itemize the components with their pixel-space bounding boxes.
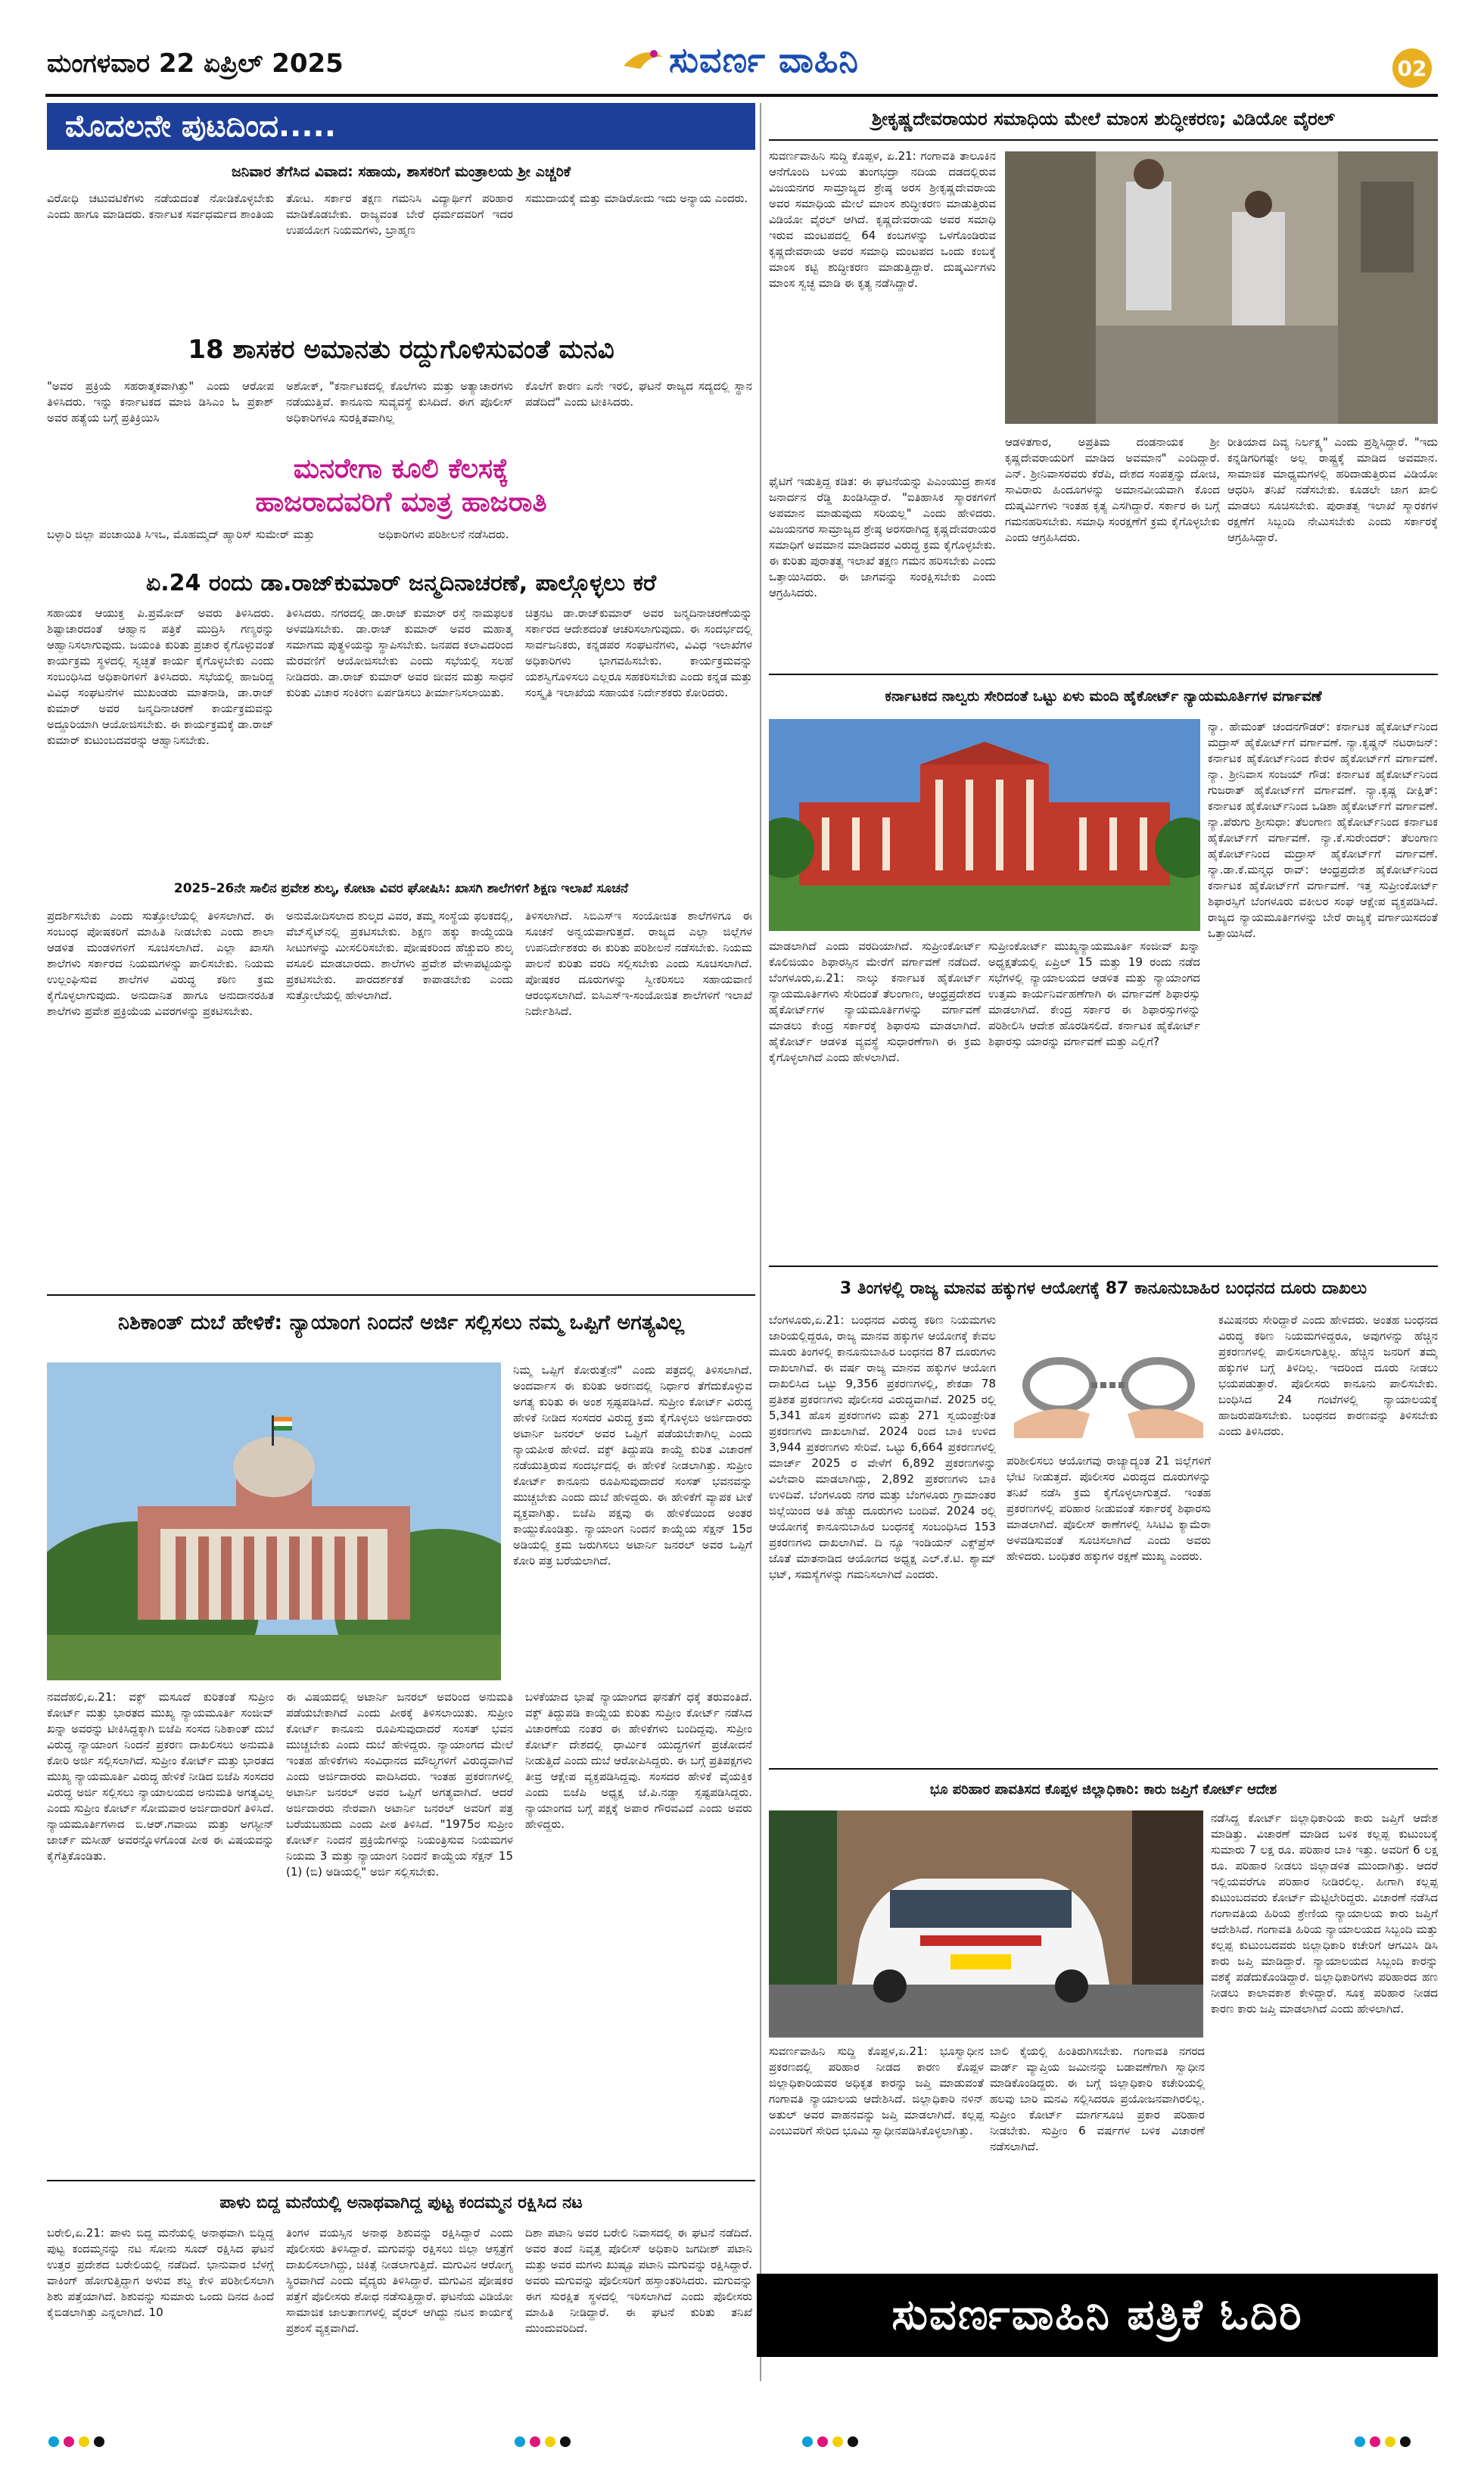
story2-col2: ಅಶೋಕ್, "ಕರ್ನಾಟಕದಲ್ಲಿ ಕೊಲೆಗಳು ಮತ್ತು ಅತ್ಯಾಚಾರಗಳು ನಡೆಯುತ್ತಿವೆ. ಕಾನೂನು ಸುವ್ಯವಸ್ಥೆ ಕುಸಿದಿದೆ. ಈಗ ಪೊಲೀಸ್ ಅಧಿಕಾರಿಗಳೂ ಸುರಕ್ಷಿತವಾಗಿಲ್ಲ bbox=[286, 379, 513, 425]
story11-right-col: ನಡೆಸಿದ್ದ ಕೋರ್ಟ್ ಜಿಲ್ಲಾಧಿಕಾರಿಯ ಕಾರು ಜಪ್ತಿಗೆ ಆದೇಶ ಮಾಡಿತ್ತು. ವಿಚಾರಣೆ ಮಾಡಿದ ಬಳಿಕ ಕಲ್ಲಪ್ಪ ಕುಟುಂಬಕ್ಕೆ ಸುಮಾರು 7 ಲಕ್ಷ ರೂ. ಪರಿಹಾರ ಬಾಕಿ ಇತ್ತು. ಅವರಿಗೆ 6 ಲಕ್ಷ ರೂ. ಪರಿಹಾರ ನೀಡಲು ಜಿಲ್ಲಾಡಳಿತ ಮುಂದಾಗಿತ್ತು. ಆದರೆ ಇಲ್ಲಿಯವರೆಗೂ ಪರಿಹಾರ ನೀಡಿರಲಿಲ್ಲ. ಹೀಗಾಗಿ ಕಲ್ಲಪ್ಪ ಕುಟುಂಬದವರು ಕೋರ್ಟ್ ಮೆಟ್ಟಿಲೇರಿದ್ದರು. ವಿಚಾರಣೆ ನಡೆಸಿದ ಗಂಗಾವತಿಯ ಹಿರಿಯ ಶ್ರೇಣಿಯ ನ್ಯಾಯಾಲಯ ಕಾರು ಜಪ್ತಿಗೆ ಆದೇಶಿಸಿದೆ. ಗಂಗಾವತಿ ಹಿರಿಯ ನ್ಯಾಯಾಲಯದ ಸಿಬ್ಬಂದಿ ಮತ್ತು ಕಲ್ಲಪ್ಪ ಕುಟುಂಬದವರು ಜಿಲ್ಲಾಧಿಕಾರಿ ಕಚೇರಿಗೆ ಆಗಮಿಸಿ ಡಿಸಿ ಕಾರು ಜಪ್ತಿ ಮಾಡಿದ್ದಾರೆ. ನ್ಯಾಯಾಲಯದ ಸಿಬ್ಬಂದಿ ಕಾರನ್ನು ವಶಕ್ಕೆ ಪಡೆದುಕೊಂಡಿದ್ದಾರೆ. ಜಿಲ್ಲಾಧಿಕಾರಿಗಳು ಪರಿಹಾರದ ಹಣ ನೀಡಲು ಕಾಲಾವಕಾಶ ಕೇಳಿದ್ದಾರೆ. ಸೂಕ್ತ ಪರಿಹಾರ ನೀಡದ ಕಾರಣ ಕಾರು ಜಪ್ತಿ ಮಾಡಲಾಗಿದೆ ಎಂದು ಹೇಳಲಾಗಿದೆ. bbox=[1211, 1811, 1438, 2016]
story9-headline: ಕರ್ನಾಟಕದ ನಾಲ್ವರು ಸೇರಿದಂತೆ ಒಟ್ಟು ಏಳು ಮಂದಿ ಹೈಕೋರ್ಟ್ ನ್ಯಾಯಮೂರ್ತಿಗಳ ವರ್ಗಾವಣೆ bbox=[885, 688, 1322, 705]
story1-col2: ತೋಟ. ಸರ್ಕಾರ ತಕ್ಷಣ ಗಮನಿಸಿ ವಿದ್ಯಾರ್ಥಿಗೆ ಪರಿಹಾರ ಮಾಡಿಕೊಡಬೇಕು. ರಾಜ್ಯವಂತ ಬೇರೆ ಧರ್ಮದವರಿಗೆ ಇದರ ಉಪಯೋಗ ನಿಯಮಗಳು, ಬ್ರಾಹ್ಮಣ bbox=[286, 191, 513, 237]
story1-col3: ಸಮುದಾಯಕ್ಕೆ ಮತ್ತು ಮಾಡಿರೋದು ಇದು ಅನ್ಯಾಯ ಎಂದರು. bbox=[525, 191, 748, 205]
story5-col3: ತಿಳಿಸಲಾಗಿದೆ. ಸಿಬಿಎಸ್‌ಇ ಸಂಯೋಜಿತ ಶಾಲೆಗಳಿಗೂ ಈ ಸೂಚನೆ ಅನ್ವಯವಾಗುತ್ತದೆ. ರಾಜ್ಯದ ಎಲ್ಲಾ ಜಿಲ್ಲೆಗಳ ಉಪನಿರ್ದೇಶಕರು ಈ ಕುರಿತು ಪರಿಶೀಲನೆ ನಡೆಸಬೇಕು. ನಿಯಮ ಪಾಲನೆ ಕುರಿತು ವರದಿ ಸಲ್ಲಿಸಬೇಕು ಎಂದು ಸೂಚಿಸಲಾಗಿದೆ. ಪೋಷಕರ ದೂರುಗಳನ್ನು ಸ್ವೀಕರಿಸಲು ಸಹಾಯವಾಣಿ ಆರಂಭಿಸಲಾಗಿದೆ. ಐಸಿಎಸ್‌ಇ-ಸಂಯೋಜಿತ ಶಾಲೆಗಳಿಗೆ ಇಲಾಖೆ ನಿರ್ದೇಶಿಸಿದೆ. bbox=[525, 909, 752, 1018]
story8-col3-lower: ಆಡಳಿತಗಾರ, ಅಪ್ರತಿಮ ದಂಡನಾಯಕ ಶ್ರೀ ಕೃಷ್ಣದೇವರಾಯರಿಗೆ ಮಾಡಿದ ಅವಮಾನ" ಎಂದಿದ್ದಾರೆ. ಎನ್. ಶ್ರೀನಿವಾಸರವರು ಕೆರೆಪಿ, ದೇಶದ ಸಂಪತ್ತನ್ನು ದೋಚಿ, ಸಾವಿರಾರು ಹಿಂದೂಗಳನ್ನು ಅಮಾನವೀಯವಾಗಿ ಕೊಂದ ದುಷ್ಕರ್ಮಿಗಳು ಇಂತಹ ಕೃತ್ಯ ಎಸಗಿದ್ದಾರೆ. ಸರ್ಕಾರ ಈ ಬಗ್ಗೆ ಗಮನಹರಿಸಬೇಕು. ಸಮಾಧಿ ಸಂರಕ್ಷಣೆಗೆ ಕ್ರಮ ಕೈಗೊಳ್ಳಬೇಕು ಎಂದು ಆಗ್ರಹಿಸಿದರು. bbox=[1005, 435, 1220, 544]
story4-col3: ಚಿತ್ರನಟ ಡಾ.ರಾಜ್‌ಕುಮಾರ್ ಅವರ ಜನ್ಮದಿನಾಚರಣೆಯನ್ನು ಸರ್ಕಾರದ ಆದೇಶದಂತೆ ಆಚರಿಸಲಾಗುವುದು. ಈ ಸಂದರ್ಭದಲ್ಲಿ ಸಾರ್ವಜನಿಕರು, ಕನ್ನಡಪರ ಸಂಘಟನೆಗಳು, ವಿವಿಧ ಇಲಾಖೆಗಳ ಅಧಿಕಾರಿಗಳು ಭಾಗವಹಿಸಬೇಕು. ಕಾರ್ಯಕ್ರಮವನ್ನು ಯಶಸ್ವಿಗೊಳಿಸಲು ಎಲ್ಲರೂ ಸಹಕರಿಸಬೇಕು ಎಂದು ಕನ್ನಡ ಮತ್ತು ಸಂಸ್ಕೃತಿ ಇಲಾಖೆಯ ಸಹಾಯಕ ನಿರ್ದೇಶಕರು ಕೋರಿದರು. bbox=[525, 606, 752, 699]
story3-headline-line1: ಮನರೇಗಾ ಕೂಲಿ ಕೆಲಸಕ್ಕೆ bbox=[293, 453, 509, 484]
column-divider bbox=[760, 103, 761, 2381]
masthead-title: ಸುವರ್ಣ ವಾಹಿನಿ bbox=[669, 39, 859, 80]
story3-col1: ಬಳ್ಳಾರಿ ಜಿಲ್ಲಾ ಪಂಚಾಯಿತಿ ಸಿಇಒ, ಮೊಹಮ್ಮದ್ ಹ್ಯಾರಿಸ್ ಸುಮೇರ್ ಮತ್ತು bbox=[47, 528, 315, 541]
story10-col1: ಬೆಂಗಳೂರು,ಏ.21: ಬಂಧನದ ವಿರುದ್ಧ ಕಠಿಣ ನಿಯಮಗಳು ಜಾರಿಯಲ್ಲಿದ್ದರೂ, ರಾಜ್ಯ ಮಾನವ ಹಕ್ಕುಗಳ ಆಯೋಗಕ್ಕೆ ಕೇವಲ ಮೂರು ತಿಂಗಳಲ್ಲಿ ಕಾನೂನುಬಾಹಿರ ಬಂಧನದ 87 ದೂರುಗಳು ದಾಖಲಾಗಿವೆ. ಈ ವರ್ಷ ರಾಜ್ಯ ಮಾನವ ಹಕ್ಕುಗಳ ಆಯೋಗ ದಾಖಲಿಸಿದ ಒಟ್ಟು 9,356 ಪ್ರಕರಣಗಳಲ್ಲಿ, ಶೇಕಡಾ 78 ಪ್ರತಿಶತ ಪ್ರಕರಣಗಳು ಪೊಲೀಸರ ವಿರುದ್ಧವಾಗಿವೆ. 2025 ರಲ್ಲಿ 5,341 ಹೊಸ ಪ್ರಕರಣಗಳು ಮತ್ತು 271 ಸ್ವಯಂಪ್ರೇರಿತ ಪ್ರಕರಣಗಳು ದಾಖಲಾಗಿವೆ. 2024 ರಿಂದ ಬಾಕಿ ಉಳಿದ 3,944 ಪ್ರಕರಣಗಳು ಸೇರಿವೆ. ಒಟ್ಟು 6,664 ಪ್ರಕರಣಗಳಲ್ಲಿ ಮಾರ್ಚ್ 2025 ರ ವೇಳೆಗೆ 6,892 ಪ್ರಕರಣಗಳನ್ನು ವಿಲೇವಾರಿ ಮಾಡಲಾಗಿದ್ದು, 2,892 ಪ್ರಕರಣಗಳು ಬಾಕಿ ಉಳಿದಿವೆ. ಬೆಂಗಳೂರು ನಗರ ಮತ್ತು ಬೆಂಗಳೂರು ಗ್ರಾಮಾಂತರ ಜಿಲ್ಲೆಯಿಂದ ಅತಿ ಹೆಚ್ಚು ದೂರುಗಳು ಬಂದಿವೆ. 2024 ರಲ್ಲಿ ಆಯೋಗಕ್ಕೆ ಕಾನೂನುಬಾಹಿರ ಬಂಧನಕ್ಕೆ ಸಂಬಂಧಿಸಿದ 153 ಪ್ರಕರಣಗಳು ದಾಖಲಾಗಿವೆ. ದಿ ನ್ಯೂ ಇಂಡಿಯನ್ ಎಕ್ಸ್‌ಪ್ರೆಸ್ ಜೊತೆ ಮಾತನಾಡಿದ ಆಯೋಗದ ಅಧ್ಯಕ್ಷ ಎಲ್.ಕೆ.ಟಿ. ಶ್ಯಾಮ್ ಭಟ್, ಸಮಸ್ಯೆಗಳನ್ನು ಗಮನಿಸಲಾಗಿದೆ ಎಂದರು. bbox=[769, 1313, 996, 1581]
story6-col1: ನವದೆಹಲಿ,ಏ.21: ವಕ್ಫ್ ಮಸೂದೆ ಕುರಿತಂತೆ ಸುಪ್ರೀಂ ಕೋರ್ಟ್ ಮತ್ತು ಭಾರತದ ಮುಖ್ಯ ನ್ಯಾಯಮೂರ್ತಿ ಸಂಜೀವ್ ಖನ್ನಾ ಅವರನ್ನು ಟೀಕಿಸಿದ್ದಕ್ಕಾಗಿ ಬಿಜೆಪಿ ಸಂಸದ ನಿಶಿಕಾಂತ್ ದುಬೆ ವಿರುದ್ಧ ನ್ಯಾಯಾಂಗ ನಿಂದನೆ ಪ್ರಕರಣ ದಾಖಲಿಸಲು ಅನುಮತಿ ಕೋರಿ ಅರ್ಜಿ ಸಲ್ಲಿಸಲಾಗಿದೆ. ಸುಪ್ರೀಂ ಕೋರ್ಟ್ ಮತ್ತು ಭಾರತದ ಮುಖ್ಯ ನ್ಯಾಯಮೂರ್ತಿ ವಿರುದ್ಧ ಹೇಳಿಕೆ ನೀಡಿದ ಬಿಜೆಪಿ ಸಂಸದರ ವಿರುದ್ಧ ಅರ್ಜಿ ಸಲ್ಲಿಸಲು ನ್ಯಾಯಾಲಯದ ಅನುಮತಿ ಅಗತ್ಯವಿಲ್ಲ ಎಂದು ಸುಪ್ರೀಂ ಕೋರ್ಟ್ ಸೋಮವಾರ ಅರ್ಜಿದಾರರಿಗೆ ತಿಳಿಸಿದೆ. ನ್ಯಾಯಮೂರ್ತಿಗಳಾದ ಬಿ.ಆರ್.ಗವಾಯಿ ಮತ್ತು ಅಗಸ್ಟೀನ್ ಜಾರ್ಜ್ ಮಸೀಹ್ ಅವರನ್ನೊಳಗೊಂಡ ಪೀಠ ಈ ವಿಷಯವನ್ನು ಕೈಗೆತ್ತಿಕೊಂಡಿತು. bbox=[47, 1690, 274, 1863]
story5-col2: ಅನುಮೋದಿಸಲಾದ ಶುಲ್ಕದ ವಿವರ, ತಮ್ಮ ಸಂಸ್ಥೆಯ ಫಲಕದಲ್ಲಿ, ವೆಬ್‌ಸೈಟ್‌ನಲ್ಲಿ ಪ್ರಕಟಿಸಬೇಕು. ಶಿಕ್ಷಣ ಹಕ್ಕು ಕಾಯ್ದೆಯಡಿ ಸೀಟುಗಳನ್ನು ಮೀಸಲಿರಿಸಬೇಕು. ಪೋಷಕರಿಂದ ಹೆಚ್ಚುವರಿ ಶುಲ್ಕ ವಸೂಲಿ ಮಾಡಬಾರದು. ಶಾಲೆಗಳು ಪ್ರವೇಶ ವೇಳಾಪಟ್ಟಿಯನ್ನು ಪ್ರಕಟಿಸಬೇಕು. ಪಾರದರ್ಶಕತೆ ಕಾಪಾಡಬೇಕು ಎಂದು ಸುತ್ತೋಲೆಯಲ್ಲಿ ಹೇಳಲಾಗಿದೆ. bbox=[286, 909, 513, 1002]
story3-col2: ಅಧಿಕಾರಿಗಳು ಪರಿಶೀಲನೆ ನಡೆಸಿದರು. bbox=[378, 528, 509, 541]
story6-headline: ನಿಶಿಕಾಂತ್ ದುಬೆ ಹೇಳಿಕೆ: ನ್ಯಾಯಾಂಗ ನಿಂದನೆ ಅರ್ಜಿ ಸಲ್ಲಿಸಲು ನಮ್ಮ ಒಪ್ಪಿಗೆ ಅಗತ್ಯವಿಲ್ಲ bbox=[118, 1311, 684, 1334]
story8-headline: ಶ್ರೀಕೃಷ್ಣದೇವರಾಯರ ಸಮಾಧಿಯ ಮೇಲೆ ಮಾಂಸ ಶುದ್ಧೀಕರಣ; ವಿಡಿಯೋ ವೈರಲ್ bbox=[871, 108, 1336, 129]
section-banner: ಮೊದಲನೇ ಪುಟದಿಂದ..... bbox=[47, 103, 755, 150]
promo-banner: ಸುವರ್ಣವಾಹಿನಿ ಪತ್ರಿಕೆ ಓದಿರಿ bbox=[757, 2274, 1438, 2357]
story3-headline-line2: ಹಾಜರಾದವರಿಗೆ ಮಾತ್ರ ಹಾಜರಾತಿ bbox=[255, 487, 547, 518]
story6-top-rule bbox=[47, 1294, 755, 1296]
dc-car-photo bbox=[769, 1810, 1203, 2038]
story2-headline: 18 ಶಾಸಕರ ಅಮಾನತು ರದ್ದುಗೊಳಿಸುವಂತೆ ಮನವಿ bbox=[188, 335, 614, 365]
story1-col1: ವಿರೋಧಿ ಚಟುವಟಿಕೆಗಳು ನಡೆಯದಂತೆ ನೋಡಿಕೊಳ್ಳಬೇಕು ಎಂದು ಹಾಗೂ ಮಾಡಿದರು. ಕರ್ನಾಟಕ ಸರ್ವಧರ್ಮದ ಶಾಂತಿಯ bbox=[47, 191, 274, 221]
story1-kicker: ಜನಿವಾರ ತೆಗೆಸಿದ ವಿವಾದ: ಸಹಾಯ, ಶಾಸಕರಿಗೆ ಮಂತ್ರಾಲಯ ಶ್ರೀ ಎಚ್ಚರಿಕೆ bbox=[231, 163, 571, 180]
story10-top-rule bbox=[769, 1266, 1438, 1267]
registration-dots-right bbox=[1355, 2436, 1415, 2450]
story11-top-rule bbox=[769, 1768, 1438, 1770]
header-rule bbox=[45, 94, 1438, 97]
story8-col2-lower: ಫೈಟಿಗೆ ಇಡುತ್ತಿದ್ದ ಕಡಿತ: ಈ ಘಟನೆಯನ್ನು ಪಿಎಂಯುದ್ರ ಶಾಸಕ ಜನಾರ್ದನ ರೆಡ್ಡಿ ಖಂಡಿಸಿದ್ದಾರೆ. "ಐತಿಹಾಸಿಕ ಸ್ಮಾರಕಗಳಿಗೆ ಅಪಮಾನ ಮಾಡುವುದು ಸರಿಯಲ್ಲ" ಎಂದು ಹೇಳಿದರು. ವಿಜಯನಗರ ಸಾಮ್ರಾಜ್ಯದ ಶ್ರೇಷ್ಠ ಅರಸರಾಗಿದ್ದ ಕೃಷ್ಣದೇವರಾಯರ ಸಮಾಧಿಗೆ ಅವಮಾನ ಮಾಡಿದವರ ವಿರುದ್ಧ ಕ್ರಮ ಕೈಗೊಳ್ಳಬೇಕು. ಈ ಕುರಿತು ಪುರಾತತ್ವ ಇಲಾಖೆ ತಕ್ಷಣ ಗಮನ ಹರಿಸಬೇಕು ಎಂದು ಒತ್ತಾಯಿಸಿದರು. ಈ ಜಾಗವನ್ನು ಸಂರಕ್ಷಿಸಬೇಕು ಎಂದು ಆಗ್ರಹಿಸಿದರು. bbox=[769, 475, 996, 599]
story2-col1: "ಅವರ ಪ್ರಕ್ರಿಯೆ ಸಹರಾತ್ಮಕವಾಗಿತ್ತು" ಎಂದು ಆರೋಪ ತಿಳಿಸಿದರು. ಇನ್ನು ಕರ್ನಾಟಕದ ಮಾಜಿ ಡಿಸಿಎಂ ಓ ಪ್ರಕಾಶ್ ಅವರ ಹತ್ಯೆಯ ಬಗ್ಗೆ ಪ್ರತಿಕ್ರಿಯಿಸಿ bbox=[47, 379, 274, 425]
story10-col2: ಕಮಿಷನರು ಸೇರಿದ್ದಾರೆ ಎಂದು ಹೇಳಿದರು. ಅಂತಹ ಬಂಧನದ ವಿರುದ್ಧ ಕಠಿಣ ನಿಯಮಗಳಿದ್ದರೂ, ಅವುಗಳನ್ನು ಹೆಚ್ಚಿನ ಪ್ರಕರಣಗಳಲ್ಲಿ ಪಾಲಿಸಲಾಗುತ್ತಿಲ್ಲ. ಹೆಚ್ಚಿನ ಜನರಿಗೆ ತಮ್ಮ ಹಕ್ಕುಗಳ ಬಗ್ಗೆ ತಿಳಿದಿಲ್ಲ. ಇದರಿಂದ ದೂರು ನೀಡಲು ಭಯಪಡುತ್ತಾರೆ. ಪೊಲೀಸರು ಕಾನೂನು ಪಾಲಿಸಬೇಕು. ಬಂಧಿಸಿದ 24 ಗಂಟೆಗಳಲ್ಲಿ ನ್ಯಾಯಾಲಯಕ್ಕೆ ಹಾಜರುಪಡಿಸಬೇಕು. ಬಂಧನದ ಕಾರಣವನ್ನು ತಿಳಿಸಬೇಕು ಎಂದು ತಿಳಿಸಿದರು. bbox=[1218, 1313, 1438, 1438]
story7-top-rule bbox=[47, 2180, 755, 2181]
story6-right-col: ನಿಮ್ಮ ಒಪ್ಪಿಗೆ ಕೋರುತ್ತೇನೆ" ಎಂದು ಪತ್ರದಲ್ಲಿ ತಿಳಿಸಲಾಗಿದೆ. ಅಂದರ್ವಾಸ ಈ ಕುರಿತು ಅರಣದಲ್ಲಿ ನಿರ್ಧಾರ ತೆಗೆದುಕೊಳ್ಳುವ ಅಗತ್ಯ ಕುರಿತು ಈ ಅಂಶ ಸ್ಪಷ್ಟಪಡಿಸಿದೆ. ಸುಪ್ರೀಂ ಕೋರ್ಟ್ ವಿರುದ್ಧ ಹೇಳಿಕೆ ನೀಡಿದ ಸಂಸದರ ವಿರುದ್ಧ ಕ್ರಮ ಕೈಗೊಳ್ಳಲು ಅರ್ಜಿದಾರರು ಅಟಾರ್ನಿ ಜನರಲ್ ಅವರ ಒಪ್ಪಿಗೆ ಪಡೆಯಬೇಕಾಗಿಲ್ಲ ಎಂದು ನ್ಯಾಯಪೀಠ ಹೇಳಿದೆ. ವಕ್ಫ್ ತಿದ್ದುಪಡಿ ಕಾಯ್ದೆ ಕುರಿತ ವಿಚಾರಣೆ ನಡೆಯುತ್ತಿರುವ ಸಂದರ್ಭದಲ್ಲಿ ಈ ಹೇಳಿಕೆ ನೀಡಲಾಗಿತ್ತು. ಸುಪ್ರೀಂ ಕೋರ್ಟ್ ಕಾನೂನು ರೂಪಿಸುವುದಾದರೆ ಸಂಸತ್ ಭವನವನ್ನು ಮುಚ್ಚಬೇಕು ಎಂದು ದುಬೆ ಹೇಳಿದ್ದರು. ಈ ಹೇಳಿಕೆಗೆ ವ್ಯಾಪಕ ಟೀಕೆ ವ್ಯಕ್ತವಾಗಿತ್ತು. ಬಿಜೆಪಿ ಪಕ್ಷವು ಈ ಹೇಳಿಕೆಯಿಂದ ಅಂತರ ಕಾಯ್ದುಕೊಂಡಿತ್ತು. ನ್ಯಾಯಾಂಗ ನಿಂದನೆ ಕಾಯ್ದೆಯ ಸೆಕ್ಷನ್ 15ರ ಅಡಿಯಲ್ಲಿ ಕ್ರಮ ಜರುಗಿಸಲು ಅಟಾರ್ನಿ ಜನರಲ್ ಅವರ ಒಪ್ಪಿಗೆ ಕೋರಿ ಪತ್ರ ಬರೆಯಲಾಗಿದೆ. bbox=[513, 1363, 752, 1568]
story9-top-rule bbox=[769, 674, 1438, 675]
story5-headline: 2025–26ನೇ ಸಾಲಿನ ಪ್ರವೇಶ ಶುಲ್ಕ, ಕೋಟಾ ವಿವರ ಘೋಷಿಸಿ: ಖಾಸಗಿ ಶಾಲೆಗಳಿಗೆ ಶಿಕ್ಷಣ ಇಲಾಖೆ ಸೂಚನೆ bbox=[173, 881, 629, 896]
story7-col2: ತಿಂಗಳ ವಯಸ್ಸಿನ ಅನಾಥ ಶಿಶುವನ್ನು ರಕ್ಷಿಸಿದ್ದಾರೆ ಎಂದು ಪೊಲೀಸರು ತಿಳಿಸಿದ್ದಾರೆ. ಮಗುವನ್ನು ರಕ್ಷಿಸಲು ಜಿಲ್ಲಾ ಆಸ್ಪತ್ರೆಗೆ ದಾಖಲಿಸಲಾಗಿದ್ದು, ಚಿಕಿತ್ಸೆ ನೀಡಲಾಗುತ್ತಿದೆ. ಮಗುವಿನ ಆರೋಗ್ಯ ಸ್ಥಿರವಾಗಿದೆ ಎಂದು ವೈದ್ಯರು ತಿಳಿಸಿದ್ದಾರೆ. ಮಗುವಿನ ಪೋಷಕರ ಪತ್ತೆಗೆ ಪೊಲೀಸರು ಶೋಧ ನಡೆಸುತ್ತಿದ್ದಾರೆ. ಘಟನೆಯ ವಿಡಿಯೋ ಸಾಮಾಜಿಕ ಜಾಲತಾಣಗಳಲ್ಲಿ ವೈರಲ್ ಆಗಿದ್ದು ನಟನ ಕಾರ್ಯಕ್ಕೆ ಪ್ರಶಂಸೆ ವ್ಯಕ್ತವಾಗಿದೆ. bbox=[286, 2226, 513, 2335]
page-number: 02 bbox=[1392, 48, 1432, 88]
story8-col4-lower: ರೀತಿಯಾದ ದಿವ್ಯ ನಿರ್ಲಕ್ಷ್ಯ" ಎಂದು ಪ್ರಶ್ನಿಸಿದ್ದಾರೆ. "ಇದು ಕನ್ನಡಿಗರಿಗಷ್ಟೇ ಅಲ್ಲ ರಾಷ್ಟ್ರಕ್ಕೆ ಮಾಡಿದ ಅವಮಾನ. ಸಾಮಾಜಿಕ ಮಾಧ್ಯಮಗಳಲ್ಲಿ ಹರಿದಾಡುತ್ತಿರುವ ವಿಡಿಯೋ ಆಧರಿಸಿ ತನಿಖೆ ನಡೆಸಬೇಕು. ಕೂಡಲೇ ಜಾಗ ಖಾಲಿ ಮಾಡಲು ಸೂಚಿಸಬೇಕು. ಪುರಾತತ್ವ ಇಲಾಖೆ ಸ್ಮಾರಕಗಳ ರಕ್ಷಣೆಗೆ ಸಿಬ್ಬಂದಿ ನೇಮಿಸಬೇಕು ಎಂದು ಸರ್ಕಾರಕ್ಕೆ ಆಗ್ರಹಿಸಿದ್ದಾರೆ. bbox=[1227, 435, 1438, 544]
story8-col1: ಸುವರ್ಣವಾಹಿನಿ ಸುದ್ದಿ ಕೊಪ್ಪಳ, ಏ.21: ಗಂಗಾವತಿ ತಾಲೂಕಿನ ಆನೆಗೊಂದಿ ಬಳಿಯ ತುಂಗಭದ್ರಾ ನದಿಯ ದಡದಲ್ಲಿರುವ ವಿಜಯನಗರ ಸಾಮ್ರಾಜ್ಯದ ಶ್ರೇಷ್ಠ ಅರಸ ಶ್ರೀಕೃಷ್ಣದೇವರಾಯ ಅವರ ಸಮಾಧಿಯ ಮೇಲೆ ಮಾಂಸ ಶುದ್ಧೀಕರಣ ಮಾಡುತ್ತಿರುವ ವಿಡಿಯೋ ವೈರಲ್ ಆಗಿದೆ. ಕೃಷ್ಣದೇವರಾಯ ಅವರ ಸಮಾಧಿ ಇರುವ ಮಂಟಪದಲ್ಲಿ 64 ಕಂಬಗಳನ್ನು ಒಳಗೊಂಡಿರುವ ಕೃಷ್ಣದೇವರಾಯ ಅವರ ಸಮಾಧಿ ಮಂಟಪದ ಒಂದು ಕಂಬಕ್ಕೆ ಮಾಂಸ ಕಟ್ಟಿ ಶುದ್ಧೀಕರಣ ಮಾಡುತ್ತಿದ್ದಾರೆ. ದುಷ್ಕರ್ಮಿಗಳು ಮಾಂಸ ಸ್ವಚ್ಛ ಮಾಡಿ ಈ ಕೃತ್ಯ ನಡೆಸಿದ್ದಾರೆ. bbox=[769, 149, 996, 290]
samadhi-photo bbox=[1005, 151, 1438, 424]
supreme-court-photo bbox=[47, 1362, 501, 1680]
story7-col1: ಬರೇಲಿ,ಏ.21: ಪಾಳು ಬಿದ್ದ ಮನೆಯಲ್ಲಿ ಅನಾಥವಾಗಿ ಬಿದ್ದಿದ್ದ ಪುಟ್ಟ ಕಂದಮ್ಮನನ್ನು ನಟ ಸೋನು ಸೂದ್ ರಕ್ಷಿಸಿದ ಘಟನೆ ಉತ್ತರ ಪ್ರದೇಶದ ಬರೇಲಿಯಲ್ಲಿ ನಡೆದಿದೆ. ಭಾನುವಾರ ಬೆಳಗ್ಗೆ ವಾಕಿಂಗ್ ಹೋಗುತ್ತಿದ್ದಾಗ ಅಳುವ ಶಬ್ದ ಕೇಳಿ ಪರಿಶೀಲಿಸಲಾಗಿ ಶಿಶು ಪತ್ತೆಯಾಗಿದೆ. ಶಿಶುವನ್ನು ಸುಮಾರು ಒಂದು ದಿನದ ಹಿಂದೆ ಕೈಬಿಡಲಾಗಿತ್ತು ಎನ್ನಲಾಗಿದೆ. 10 bbox=[47, 2226, 274, 2319]
story8-rule bbox=[769, 139, 1438, 141]
story9-col1: ಮಾಡಲಾಗಿದೆ ಎಂದು ವರದಿಯಾಗಿದೆ. ಸುಪ್ರೀಂಕೋರ್ಟ್ ಕೊಲಿಜಿಯಂ ಶಿಫಾರಸ್ಸಿನ ಮೇರೆಗೆ ವರ್ಗಾವಣೆ ನಡೆದಿದೆ. ಬೆಂಗಳೂರು,ಏ.21: ನಾಲ್ಕು ಕರ್ನಾಟಕ ಹೈಕೋರ್ಟ್ ನ್ಯಾಯಮೂರ್ತಿಗಳು ಸೇರಿದಂತೆ ತೆಲಂಗಾಣ, ಆಂಧ್ರಪ್ರದೇಶದ ಹೈಕೋರ್ಟ್‌ಗಳ ನ್ಯಾಯಮೂರ್ತಿಗಳನ್ನು ವರ್ಗಾವಣೆ ಮಾಡಲು ಕೇಂದ್ರ ಸರ್ಕಾರಕ್ಕೆ ಶಿಫಾರಸು ಮಾಡಲಾಗಿದೆ. ಹೈಕೋರ್ಟ್ ಆಡಳಿತ ವ್ಯವಸ್ಥೆ ಸುಧಾರಣೆಗಾಗಿ ಈ ಕ್ರಮ ಕೈಗೊಳ್ಳಲಾಗಿದೆ ಎಂದು ಹೇಳಲಾಗಿದೆ. bbox=[769, 939, 981, 1064]
story2-col3: ಕೊಲೆಗೆ ಕಾರಣ ಏನೇ ಇರಲಿ, ಘಟನೆ ರಾಜ್ಯದ ಸದ್ಯದಲ್ಲಿ ಸ್ಥಾನ ಪಡೆದಿದೆ" ಎಂದು ಟೀಕಿಸಿದರು. bbox=[525, 379, 752, 409]
story10-headline: 3 ತಿಂಗಳಲ್ಲಿ ರಾಜ್ಯ ಮಾನವ ಹಕ್ಕುಗಳ ಆಯೋಗಕ್ಕೆ 87 ಕಾನೂನುಬಾಹಿರ ಬಂಧನದ ದೂರು ದಾಖಲು bbox=[839, 1279, 1367, 1298]
story5-col1: ಪ್ರದರ್ಶಿಸಬೇಕು ಎಂದು ಸುತ್ತೋಲೆಯಲ್ಲಿ ತಿಳಿಸಲಾಗಿದೆ. ಈ ಸಂಬಂಧ ಪೋಷಕರಿಗೆ ಮಾಹಿತಿ ನೀಡಬೇಕು ಎಂದು ಶಾಲಾ ಆಡಳಿತ ಮಂಡಳಿಗಳಿಗೆ ಸೂಚಿಸಲಾಗಿದೆ. ಎಲ್ಲಾ ಖಾಸಗಿ ಶಾಲೆಗಳು ಸರ್ಕಾರದ ನಿಯಮಗಳನ್ನು ಪಾಲಿಸಬೇಕು. ನಿಯಮ ಉಲ್ಲಂಘಿಸುವ ಶಾಲೆಗಳ ವಿರುದ್ಧ ಕಠಿಣ ಕ್ರಮ ಕೈಗೊಳ್ಳಲಾಗುವುದು. ಅನುದಾನಿತ ಹಾಗೂ ಅನುದಾನರಹಿತ ಶಾಲೆಗಳು ಪ್ರವೇಶ ಪ್ರಕ್ರಿಯೆಯ ವಿವರಗಳನ್ನು ಪ್ರಕಟಿಸಬೇಕು. bbox=[47, 909, 274, 1018]
story7-col3: ದಿಶಾ ಪಟಾನಿ ಅವರ ಬರೇಲಿ ನಿವಾಸದಲ್ಲಿ ಈ ಘಟನೆ ನಡೆದಿದೆ. ಅವರ ತಂದೆ ನಿವೃತ್ತ ಪೊಲೀಸ್ ಅಧಿಕಾರಿ ಜಗದೀಶ್ ಪಟಾನಿ ಮತ್ತು ಅವರ ಮಗಳು ಖುಷ್ಬೂ ಪಟಾನಿ ಮಗುವನ್ನು ರಕ್ಷಿಸಿದ್ದಾರೆ. ಅವರು ಮಗುವನ್ನು ಪೊಲೀಸರಿಗೆ ಹಸ್ತಾಂತರಿಸಿದರು. ಮಗುವನ್ನು ಈಗ ಸುರಕ್ಷಿತ ಸ್ಥಳದಲ್ಲಿ ಇರಿಸಲಾಗಿದೆ ಎಂದು ಪೊಲೀಸರು ಮಾಹಿತಿ ನೀಡಿದ್ದಾರೆ. ಈ ಘಟನೆ ಕುರಿತು ತನಿಖೆ ಮುಂದುವರಿದಿದೆ. bbox=[525, 2226, 752, 2335]
story11-col1: ಸುವರ್ಣವಾಹಿನಿ ಸುದ್ದಿ ಕೊಪ್ಪಳ,ಏ.21: ಭೂಸ್ವಾಧೀನ ಪ್ರಕರಣದಲ್ಲಿ ಪರಿಹಾರ ನೀಡದ ಕಾರಣ ಕೊಪ್ಪಳ ಜಿಲ್ಲಾಧಿಕಾರಿಯವರ ಅಧಿಕೃತ ಕಾರನ್ನು ಜಪ್ತಿ ಮಾಡುವಂತೆ ಗಂಗಾವತಿ ನ್ಯಾಯಾಲಯ ಆದೇಶಿಸಿದೆ. ಜಿಲ್ಲಾಧಿಕಾರಿ ನಳಿನ್ ಅತುಲ್ ಅವರ ವಾಹನವನ್ನು ಜಪ್ತಿ ಮಾಡಲಾಗಿದೆ. ಕಲ್ಲಪ್ಪ ಎಂಬುವರಿಗೆ ಸೇರಿದ ಭೂಮಿ ಸ್ವಾಧೀನಪಡಿಸಿಕೊಳ್ಳಲಾಗಿತ್ತು. bbox=[769, 2044, 984, 2137]
registration-dots-left bbox=[48, 2436, 109, 2450]
registration-dots-center bbox=[515, 2436, 575, 2450]
issue-date: ಮಂಗಳವಾರ 22 ಏಪ್ರಿಲ್ 2025 bbox=[47, 48, 344, 79]
story4-headline: ಏ.24 ರಂದು ಡಾ.ರಾಜ್‌ಕುಮಾರ್ ಜನ್ಮದಿನಾಚರಣೆ, ಪಾಲ್ಗೊಳ್ಳಲು ಕರೆ bbox=[145, 570, 657, 596]
story9-col2: ಸುಪ್ರೀಂಕೋರ್ಟ್ ಮುಖ್ಯನ್ಯಾಯಮೂರ್ತಿ ಸಂಜೀವ್ ಖನ್ನಾ ಅಧ್ಯಕ್ಷತೆಯಲ್ಲಿ ಏಪ್ರಿಲ್ 15 ಮತ್ತು 19 ರಂದು ನಡೆದ ಸಭೆಗಳಲ್ಲಿ ನ್ಯಾಯಾಲಯದ ಆಡಳಿತ ಮತ್ತು ನ್ಯಾಯಾಂಗದ ಉತ್ತಮ ಕಾರ್ಯನಿರ್ವಹಣೆಗಾಗಿ ಈ ವರ್ಗಾವಣೆ ಶಿಫಾರಸ್ಸು ಮಾಡಲಾಗಿದೆ. ಕೇಂದ್ರ ಸರ್ಕಾರ ಈ ಶಿಫಾರಸ್ಸುಗಳನ್ನು ಪರಿಶೀಲಿಸಿ ಆದೇಶ ಹೊರಡಿಸಲಿದೆ. ಕರ್ನಾಟಕ ಹೈಕೋರ್ಟ್ ಶಿಫಾರಸ್ಸು ಯಾರನ್ನು ವರ್ಗಾವಣೆ ಮತ್ತು ಎಲ್ಲಿಗೆ? bbox=[988, 939, 1200, 1048]
high-court-photo bbox=[769, 719, 1200, 931]
story9-right-col: ನ್ಯಾ. ಹೇಮಂತ್ ಚಂದನಗೌಡರ್: ಕರ್ನಾಟಕ ಹೈಕೋರ್ಟ್‌ನಿಂದ ಮದ್ರಾಸ್ ಹೈಕೋರ್ಟ್‌ಗೆ ವರ್ಗಾವಣೆ. ನ್ಯಾ.ಕೃಷ್ಣನ್ ನಟರಾಜನ್: ಕರ್ನಾಟಕ ಹೈಕೋರ್ಟ್‌ನಿಂದ ಕೇರಳ ಹೈಕೋರ್ಟ್‌ಗೆ ವರ್ಗಾವಣೆ. ನ್ಯಾ. ಶ್ರೀನಿವಾಸ ಸಂಜಯ್ ಗೌಡ: ಕರ್ನಾಟಕ ಹೈಕೋರ್ಟ್‌ನಿಂದ ಗುಜರಾತ್ ಹೈಕೋರ್ಟ್‌ಗೆ ವರ್ಗಾವಣೆ. ನ್ಯಾ.ಕೃಷ್ಣ ದೀಕ್ಷಿತ್: ಕರ್ನಾಟಕ ಹೈಕೋರ್ಟ್‌ನಿಂದ ಒಡಿಶಾ ಹೈಕೋರ್ಟ್‌ಗೆ ವರ್ಗಾವಣೆ. ನ್ಯಾ.ಪೆರುಗು ಶ್ರೀಸುಧಾ: ತೆಲಂಗಾಣ ಹೈಕೋರ್ಟ್‌ನಿಂದ ಕರ್ನಾಟಕ ಹೈಕೋರ್ಟ್‌ಗೆ ವರ್ಗಾವಣೆ. ನ್ಯಾ.ಕೆ.ಸುರೇಂದರ್: ತೆಲಂಗಾಣ ಹೈಕೋರ್ಟ್‌ನಿಂದ ಮದ್ರಾಸ್ ಹೈಕೋರ್ಟ್‌ಗೆ ವರ್ಗಾವಣೆ. ನ್ಯಾ.ಡಾ.ಕೆ.ಮನ್ಮಧ ರಾವ್: ಆಂಧ್ರಪ್ರದೇಶ ಹೈಕೋರ್ಟ್‌ನಿಂದ ಕರ್ನಾಟಕ ಹೈಕೋರ್ಟ್‌ಗೆ ವರ್ಗಾವಣೆ. ಇತ್ತ ಸುಪ್ರೀಂಕೋರ್ಟ್ ಶಿಫಾರಸ್ಸಿಗೆ ಬೆಂಗಳೂರು ವಕೀಲರ ಸಂಘ ಆಕ್ಷೇಪ ವ್ಯಕ್ತಪಡಿಸಿದೆ. ರಾಜ್ಯದ ನ್ಯಾಯಮೂರ್ತಿಗಳನ್ನು ಬೇರೆ ರಾಜ್ಯಕ್ಕೆ ವರ್ಗಾಯಿಸದಂತೆ ಒತ್ತಾಯಿಸಿದೆ. bbox=[1208, 720, 1438, 940]
masthead-logo-icon bbox=[621, 43, 666, 78]
story11-col2: ಬಾಲಿ ಕೈಯಲ್ಲಿ ಹಿಂತಿರುಗಿಸಬೇಕು. ಗಂಗಾವತಿ ನಗರದ ವಾರ್ಡ್ ವ್ಯಾಪ್ತಿಯ ಜಮೀನನ್ನು ಬಡಾವಣೆಗಾಗಿ ಸ್ವಾಧೀನ ಮಾಡಿಕೊಂಡಿದ್ದರು. ಈ ಬಗ್ಗೆ ಜಿಲ್ಲಾಧಿಕಾರಿ ಕಚೇರಿಯಲ್ಲಿ ಹಲವು ಬಾರಿ ಮನವಿ ಸಲ್ಲಿಸಿದರೂ ಪ್ರಯೋಜನವಾಗಿರಲಿಲ್ಲ. ಸುಪ್ರೀಂ ಕೋರ್ಟ್ ಮಾರ್ಗಸೂಚಿ ಪ್ರಕಾರ ಪರಿಹಾರ ನೀಡಬೇಕು. ಸುಪ್ರೀಂ 6 ವರ್ಷಗಳ ಬಳಿಕ ವಿಚಾರಣೆ ನಡೆಸಲಾಗಿದೆ. bbox=[990, 2044, 1205, 2153]
story11-headline: ಭೂ ಪರಿಹಾರ ಪಾವತಿಸದ ಕೊಪ್ಪಳ ಜಿಲ್ಲಾಧಿಕಾರಿ: ಕಾರು ಜಪ್ತಿಗೆ ಕೋರ್ಟ್ ಆದೇಶ bbox=[929, 1782, 1277, 1798]
story6-col3: ಬಳಕೆಯಾದ ಭಾಷೆ ನ್ಯಾಯಾಂಗದ ಘನತೆಗೆ ಧಕ್ಕೆ ತರುವಂತಿದೆ. ವಕ್ಫ್ ತಿದ್ದುಪಡಿ ಕಾಯ್ದೆಯ ಕುರಿತು ಸುಪ್ರೀಂ ಕೋರ್ಟ್ ನಡೆಸಿದ ವಿಚಾರಣೆಯ ನಂತರ ಈ ಹೇಳಿಕೆಗಳು ಬಂದಿದ್ದವು. ಸುಪ್ರೀಂ ಕೋರ್ಟ್ ದೇಶದಲ್ಲಿ ಧಾರ್ಮಿಕ ಯುದ್ಧಗಳಿಗೆ ಪ್ರಚೋದನೆ ನೀಡುತ್ತಿದೆ ಎಂದು ದುಬೆ ಆರೋಪಿಸಿದ್ದರು. ಈ ಬಗ್ಗೆ ಪ್ರತಿಪಕ್ಷಗಳು ತೀವ್ರ ಆಕ್ಷೇಪ ವ್ಯಕ್ತಪಡಿಸಿದ್ದವು. ಸಂಸದರ ಹೇಳಿಕೆ ವೈಯಕ್ತಿಕ ಎಂದು ಬಿಜೆಪಿ ಅಧ್ಯಕ್ಷ ಜೆ.ಪಿ.ನಡ್ಡಾ ಸ್ಪಷ್ಟಪಡಿಸಿದ್ದರು. ನ್ಯಾಯಾಂಗದ ಬಗ್ಗೆ ಪಕ್ಷಕ್ಕೆ ಅಪಾರ ಗೌರವವಿದೆ ಎಂದು ಅವರು ಹೇಳಿದ್ದರು. bbox=[525, 1690, 752, 1831]
story6-col2: ಈ ವಿಷಯದಲ್ಲಿ ಅಟಾರ್ನಿ ಜನರಲ್ ಅವರಿಂದ ಅನುಮತಿ ಪಡೆಯಬೇಕಾಗಿದೆ ಎಂದು ಪೀಠಕ್ಕೆ ತಿಳಿಸಲಾಯಿತು. ಸುಪ್ರೀಂ ಕೋರ್ಟ್ ಕಾನೂನು ರೂಪಿಸುವುದಾದರೆ ಸಂಸತ್ ಭವನ ಮುಚ್ಚಬೇಕು ಎಂದು ದುಬೆ ಹೇಳಿದ್ದರು. ನ್ಯಾಯಾಂಗದ ಮೇಲೆ ಇಂತಹ ಹೇಳಿಕೆಗಳು ಸಂವಿಧಾನದ ಮೌಲ್ಯಗಳಿಗೆ ವಿರುದ್ಧವಾಗಿವೆ ಎಂದು ಅರ್ಜಿದಾರರು ವಾದಿಸಿದರು. ಇಂತಹ ಪ್ರಕರಣಗಳಲ್ಲಿ ಅಟಾರ್ನಿ ಜನರಲ್ ಅವರ ಒಪ್ಪಿಗೆ ಅಗತ್ಯವಾಗಿದೆ. ಆದರೆ ಅರ್ಜಿದಾರರು ನೇರವಾಗಿ ಅಟಾರ್ನಿ ಜನರಲ್ ಅವರಿಗೆ ಪತ್ರ ಬರೆಯಬಹುದು ಎಂದು ಪೀಠ ತಿಳಿಸಿದೆ. "1975ರ ಸುಪ್ರೀಂ ಕೋರ್ಟ್ ನಿಂದನೆ ಪ್ರಕ್ರಿಯೆಗಳನ್ನು ನಿಯಂತ್ರಿಸುವ ನಿಯಮಗಳ ನಿಯಮ 3 ಮತ್ತು ನ್ಯಾಯಾಂಗ ನಿಂದನೆ ಕಾಯ್ದೆಯ ಸೆಕ್ಷನ್ 15 (1) (ಬಿ) ಅಡಿಯಲ್ಲಿ" ಅರ್ಜಿ ಸಲ್ಲಿಸಬೇಕು. bbox=[286, 1690, 513, 1879]
story4-col2: ತಿಳಿಸಿದರು. ನಗರದಲ್ಲಿ ಡಾ.ರಾಜ್ ಕುಮಾರ್ ರಸ್ತೆ ನಾಮಫಲಕ ಅಳವಡಿಸಬೇಕು. ಡಾ.ರಾಜ್ ಕುಮಾರ್ ಅವರ ಮಹಾತ್ಮ ಸಮಾಗಮ ಪುತ್ಥಳಿಯನ್ನು ಸ್ಥಾಪಿಸಬೇಕು. ಜನಪದ ಕಲಾವಿದರಿಂದ ಮೆರವಣಿಗೆ ಆಯೋಜಿಸಬೇಕು ಎಂದು ಸಭೆಯಲ್ಲಿ ಸಲಹೆ ನೀಡಿದರು. ಡಾ.ರಾಜ್ ಕುಮಾರ್ ಅವರ ಜೀವನ ಮತ್ತು ಸಾಧನೆ ಕುರಿತು ವಿಚಾರ ಸಂಕಿರಣ ಏರ್ಪಡಿಸಲು ತೀರ್ಮಾನಿಸಲಾಯಿತು. bbox=[286, 606, 513, 699]
story4-col1: ಸಹಾಯಕ ಆಯುಕ್ತ ಪಿ.ಪ್ರಮೋದ್ ಅವರು ತಿಳಿಸಿದರು. ಶಿಷ್ಟಾಚಾರದಂತೆ ಆಹ್ವಾನ ಪತ್ರಿಕೆ ಮುದ್ರಿಸಿ ಗಣ್ಯರನ್ನು ಆಹ್ವಾನಿಸಲಾಗುವುದು. ಜಯಂತಿ ಕುರಿತು ಪ್ರಚಾರ ಕೈಗೊಳ್ಳುವಂತೆ ಕಾರ್ಯಕ್ರಮ ಸ್ಥಳದಲ್ಲಿ ಸ್ವಚ್ಛತೆ ಕಾರ್ಯ ಕೈಗೊಳ್ಳಬೇಕು ಎಂದು ಸಂಬಂಧಿಸಿದ ಅಧಿಕಾರಿಗಳಿಗೆ ತಿಳಿಸಿದರು. ಸಭೆಯಲ್ಲಿ ಹಾಜರಿದ್ದ ವಿವಿಧ ಸಂಘಟನೆಗಳ ಮುಖಂಡರು ಮಾತನಾಡಿ, ಡಾ.ರಾಜ್ ಕುಮಾರ್ ಅವರ ಜನ್ಮದಿನಾಚರಣೆ ಕಾರ್ಯಕ್ರಮವನ್ನು ಅದ್ದೂರಿಯಾಗಿ ಆಯೋಜಿಸಬೇಕು. ಈ ಕಾರ್ಯಕ್ರಮಕ್ಕೆ ಡಾ.ರಾಜ್ ಕುಮಾರ್ ಕುಟುಂಬದವರನ್ನು ಆಹ್ವಾನಿಸಬೇಕು. bbox=[47, 606, 274, 747]
registration-dots-mid bbox=[802, 2436, 863, 2450]
handcuffs-illustration bbox=[1006, 1317, 1211, 1446]
story7-headline: ಪಾಳು ಬಿದ್ದ ಮನೆಯಲ್ಲಿ ಅನಾಥವಾಗಿದ್ದ ಪುಟ್ಟ ಕಂದಮ್ಮನ ರಕ್ಷಿಸಿದ ನಟ bbox=[219, 2193, 583, 2212]
masthead bbox=[621, 39, 859, 82]
story10-col3: ಪರಿಶೀಲಿಸಲು ಆಯೋಗವು ರಾಜ್ಯಾದ್ಯಂತ 21 ಜಿಲ್ಲೆಗಳಿಗೆ ಭೇಟಿ ನೀಡುತ್ತದೆ. ಪೊಲೀಸರ ವಿರುದ್ಧದ ದೂರುಗಳನ್ನು ತನಿಖೆ ನಡೆಸಿ ಕ್ರಮ ಕೈಗೊಳ್ಳಲಾಗುತ್ತದೆ. ಇಂತಹ ಪ್ರಕರಣಗಳಲ್ಲಿ ಪರಿಹಾರ ನೀಡುವಂತೆ ಸರ್ಕಾರಕ್ಕೆ ಶಿಫಾರಸು ಮಾಡಲಾಗಿದೆ. ಪೊಲೀಸ್ ಠಾಣೆಗಳಲ್ಲಿ ಸಿಸಿಟಿವಿ ಕ್ಯಾಮೆರಾ ಅಳವಡಿಸುವಂತೆ ಸೂಚಿಸಲಾಗಿದೆ ಎಂದು ಅವರು ಹೇಳಿದರು. ಬಂಧಿತರ ಹಕ್ಕುಗಳ ರಕ್ಷಣೆ ಮುಖ್ಯ ಎಂದರು. bbox=[1006, 1454, 1211, 1563]
